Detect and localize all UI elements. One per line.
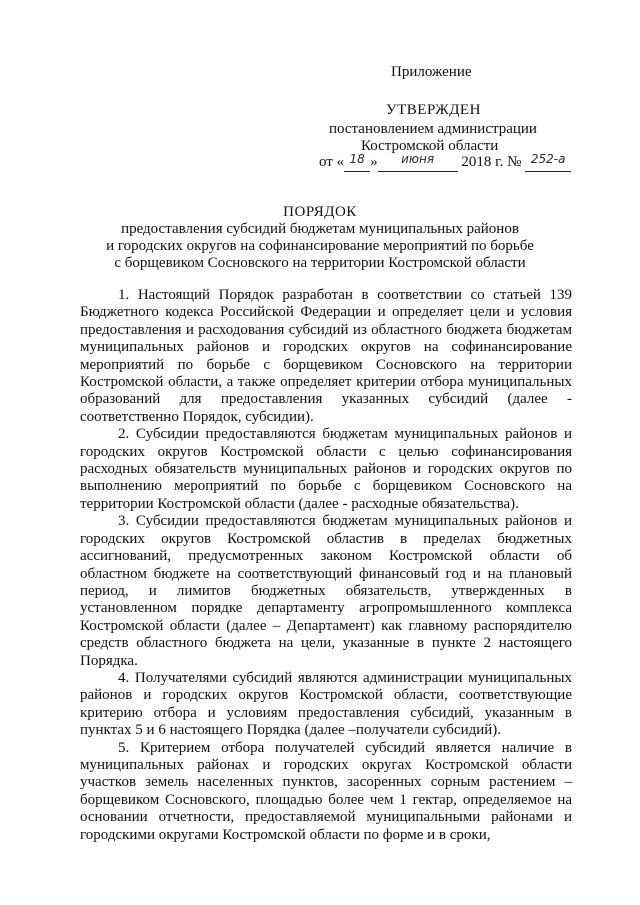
number-field — [525, 153, 571, 172]
document-title: ПОРЯДОК — [283, 204, 357, 220]
month-value: июня — [401, 152, 435, 166]
day-value: 18 — [349, 152, 365, 166]
subtitle-line-2: и городских округов на софинансирование мероприятий по борьбе — [106, 238, 534, 254]
paragraph-3: 3. Субсидии предоставляются бюджетам муниципальных районов и городских округов Костромской областив в пределах бюджетных ассигнований, предусмотренных законом Костромской области об областном бюджете на соответствующий финансовый год и на плановый период, и лимитов бюджетных обязательств, утвержденных в установленном порядке департаменту агропромышленного комплекса Костромской области (далее – Департамент) как главному распорядителю средств областного бюджета на цели, указанные в пункте 2 настоящего Порядка. — [80, 513, 572, 669]
approval-stamp-title: УТВЕРЖДЕН — [386, 102, 481, 118]
date-prefix: от « — [319, 154, 345, 170]
paragraph-5: 5. Критерием отбора получателей субсидий является наличие в муниципальных районах и городских округах Костромской области участков земель населенных пунктов, засоренных сорным растением – борщевиком Сосновского, площадью более чем 1 гектар, определяемое на основании отчетности, предоставляемой муниципальными районами и городскими округами Костромской области по форме и в сроки, — [80, 739, 572, 843]
paragraph-4: 4. Получателями субсидий являются администрации муниципальных районов и городских округов Костромской области, соответствующие критерию отбора и условиям предоставления субсидий, указанным в пунктах 5 и 6 настоящего Порядка (далее –получатели субсидий). — [80, 669, 572, 739]
subtitle-line-1: предоставления субсидий бюджетам муниципальных районов — [121, 221, 519, 237]
month-field — [378, 153, 458, 172]
year-and-number-label: 2018 г. № — [461, 154, 522, 170]
number-value: 252-а — [530, 152, 566, 166]
subtitle-line-3: с борщевиком Сосновского на территории Костромской области — [114, 255, 526, 271]
date-quote-close: » — [370, 154, 378, 170]
region-line: Костромской области — [361, 138, 499, 154]
appendix-label: Приложение — [391, 64, 472, 80]
paragraph-2: 2. Субсидии предоставляются бюджетам муниципальных районов и городских округов Костромской области с целью софинансирования расходных обязательств муниципальных районов и городских округов по выполнению мероприятий по борьбе с борщевиком Сосновского на территории Костромской области (далее - расходные обязательства). — [80, 426, 572, 512]
decree-date-line — [319, 153, 571, 172]
day-field — [344, 153, 370, 172]
decree-line: постановлением администрации — [329, 121, 537, 137]
document-body — [80, 287, 572, 844]
paragraph-1: 1. Настоящий Порядок разработан в соответствии со статьей 139 Бюджетного кодекса Российской Федерации и определяет цели и условия предоставления и расходования субсидий из областного бюджета бюджетам муниципальных районов и городских округов на софинансирование мероприятий по борьбе с борщевиком Сосновского на территории Костромской области, а также определяет критерии отбора муниципальных образований для предоставления указанных субсидий (далее - соответственно Порядок, субсидии). — [80, 287, 572, 425]
